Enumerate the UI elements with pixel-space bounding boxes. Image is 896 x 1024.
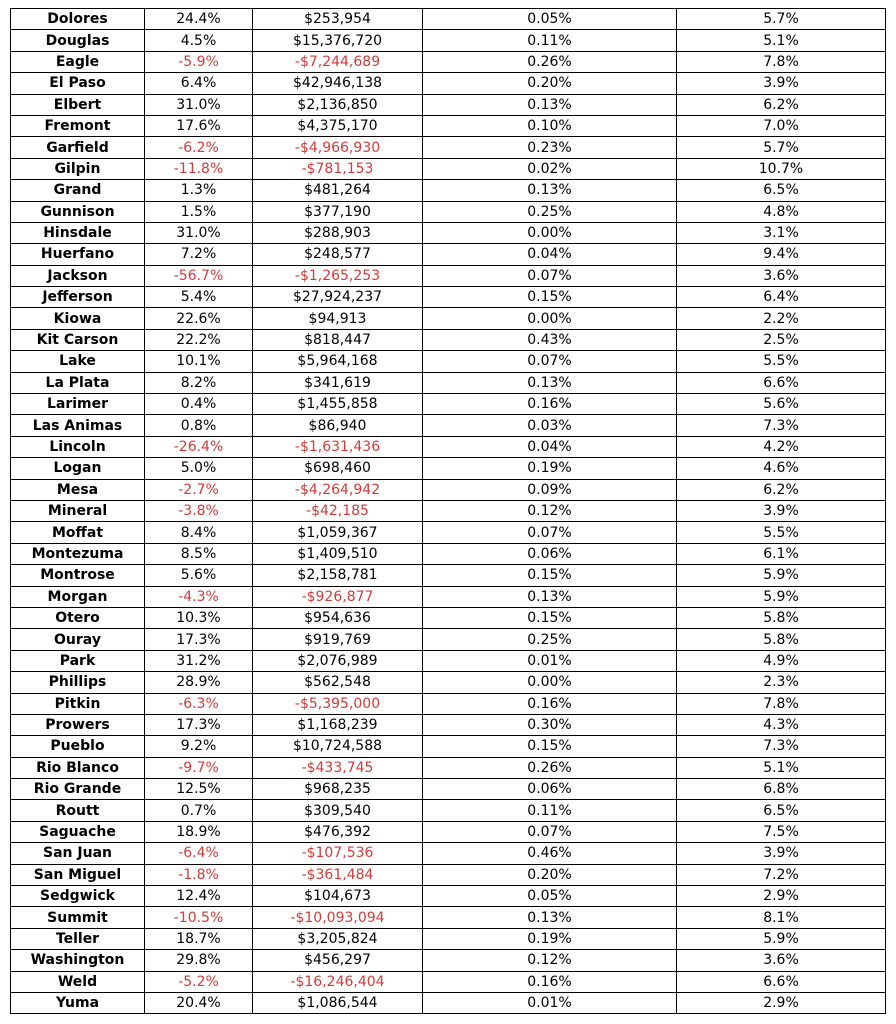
percent-change-cell: -2.7% <box>145 479 253 500</box>
share-percent-cell: 0.11% <box>423 30 677 51</box>
dollar-amount-cell: $15,376,720 <box>253 30 423 51</box>
share-percent-cell: 0.13% <box>423 907 677 928</box>
share-percent-cell: 0.19% <box>423 458 677 479</box>
table-row <box>11 736 886 757</box>
percent-change-cell: 31.2% <box>145 650 253 671</box>
percent-change-cell: 31.0% <box>145 94 253 115</box>
rate-percent-cell: 3.9% <box>677 73 886 94</box>
rate-percent-cell: 5.6% <box>677 394 886 415</box>
table-row <box>11 201 886 222</box>
percent-change-cell: 12.4% <box>145 886 253 907</box>
rate-percent-cell: 6.6% <box>677 372 886 393</box>
share-percent-cell: 0.15% <box>423 565 677 586</box>
percent-change-cell: -5.9% <box>145 51 253 72</box>
dollar-amount-cell: $968,235 <box>253 779 423 800</box>
rate-percent-cell: 7.2% <box>677 864 886 885</box>
rate-percent-cell: 7.8% <box>677 51 886 72</box>
dollar-amount-cell: $818,447 <box>253 329 423 350</box>
dollar-amount-cell: -$4,966,930 <box>253 137 423 158</box>
county-name-cell: Washington <box>11 950 145 971</box>
dollar-amount-cell: -$433,745 <box>253 757 423 778</box>
table-row <box>11 436 886 457</box>
share-percent-cell: 0.02% <box>423 158 677 179</box>
table-row <box>11 779 886 800</box>
percent-change-cell: 4.5% <box>145 30 253 51</box>
dollar-amount-cell: $476,392 <box>253 821 423 842</box>
county-name-cell: Eagle <box>11 51 145 72</box>
dollar-amount-cell: $2,136,850 <box>253 94 423 115</box>
percent-change-cell: 10.3% <box>145 607 253 628</box>
share-percent-cell: 0.01% <box>423 992 677 1013</box>
dollar-amount-cell: $2,158,781 <box>253 565 423 586</box>
table-row <box>11 565 886 586</box>
table-row <box>11 843 886 864</box>
table-row <box>11 9 886 30</box>
share-percent-cell: 0.23% <box>423 137 677 158</box>
rate-percent-cell: 5.1% <box>677 757 886 778</box>
table-row <box>11 693 886 714</box>
share-percent-cell: 0.26% <box>423 757 677 778</box>
dollar-amount-cell: -$10,093,094 <box>253 907 423 928</box>
percent-change-cell: 9.2% <box>145 736 253 757</box>
share-percent-cell: 0.06% <box>423 543 677 564</box>
county-name-cell: Jefferson <box>11 287 145 308</box>
share-percent-cell: 0.04% <box>423 436 677 457</box>
rate-percent-cell: 5.5% <box>677 522 886 543</box>
share-percent-cell: 0.00% <box>423 308 677 329</box>
county-name-cell: La Plata <box>11 372 145 393</box>
dollar-amount-cell: $94,913 <box>253 308 423 329</box>
rate-percent-cell: 7.3% <box>677 736 886 757</box>
share-percent-cell: 0.07% <box>423 522 677 543</box>
rate-percent-cell: 7.5% <box>677 821 886 842</box>
dollar-amount-cell: $1,086,544 <box>253 992 423 1013</box>
dollar-amount-cell: $1,168,239 <box>253 714 423 735</box>
share-percent-cell: 0.13% <box>423 94 677 115</box>
county-name-cell: Grand <box>11 180 145 201</box>
table-row <box>11 607 886 628</box>
share-percent-cell: 0.06% <box>423 779 677 800</box>
county-name-cell: Garfield <box>11 137 145 158</box>
table-row <box>11 73 886 94</box>
dollar-amount-cell: -$7,244,689 <box>253 51 423 72</box>
county-name-cell: Douglas <box>11 30 145 51</box>
county-name-cell: Mineral <box>11 500 145 521</box>
county-name-cell: Montezuma <box>11 543 145 564</box>
table-row <box>11 351 886 372</box>
percent-change-cell: 12.5% <box>145 779 253 800</box>
percent-change-cell: -4.3% <box>145 586 253 607</box>
rate-percent-cell: 2.9% <box>677 992 886 1013</box>
share-percent-cell: 0.43% <box>423 329 677 350</box>
dollar-amount-cell: $10,724,588 <box>253 736 423 757</box>
county-name-cell: Mesa <box>11 479 145 500</box>
county-name-cell: Lake <box>11 351 145 372</box>
rate-percent-cell: 2.5% <box>677 329 886 350</box>
percent-change-cell: 0.4% <box>145 394 253 415</box>
percent-change-cell: 1.3% <box>145 180 253 201</box>
percent-change-cell: -6.2% <box>145 137 253 158</box>
percent-change-cell: 18.9% <box>145 821 253 842</box>
table-row <box>11 672 886 693</box>
percent-change-cell: 8.4% <box>145 522 253 543</box>
table-row <box>11 821 886 842</box>
share-percent-cell: 0.30% <box>423 714 677 735</box>
county-name-cell: Moffat <box>11 522 145 543</box>
rate-percent-cell: 2.9% <box>677 886 886 907</box>
percent-change-cell: 8.2% <box>145 372 253 393</box>
county-name-cell: Larimer <box>11 394 145 415</box>
share-percent-cell: 0.12% <box>423 950 677 971</box>
share-percent-cell: 0.16% <box>423 971 677 992</box>
share-percent-cell: 0.09% <box>423 479 677 500</box>
table-row <box>11 800 886 821</box>
percent-change-cell: -6.3% <box>145 693 253 714</box>
county-name-cell: Yuma <box>11 992 145 1013</box>
percent-change-cell: 6.4% <box>145 73 253 94</box>
share-percent-cell: 0.16% <box>423 394 677 415</box>
dollar-amount-cell: $288,903 <box>253 222 423 243</box>
dollar-amount-cell: $1,455,858 <box>253 394 423 415</box>
rate-percent-cell: 5.8% <box>677 629 886 650</box>
percent-change-cell: 1.5% <box>145 201 253 222</box>
county-name-cell: Weld <box>11 971 145 992</box>
dollar-amount-cell: $5,964,168 <box>253 351 423 372</box>
percent-change-cell: 8.5% <box>145 543 253 564</box>
percent-change-cell: -26.4% <box>145 436 253 457</box>
county-name-cell: Pueblo <box>11 736 145 757</box>
percent-change-cell: 20.4% <box>145 992 253 1013</box>
county-name-cell: Kiowa <box>11 308 145 329</box>
percent-change-cell: -6.4% <box>145 843 253 864</box>
county-name-cell: Dolores <box>11 9 145 30</box>
rate-percent-cell: 6.2% <box>677 94 886 115</box>
table-row <box>11 265 886 286</box>
dollar-amount-cell: $248,577 <box>253 244 423 265</box>
county-name-cell: San Miguel <box>11 864 145 885</box>
dollar-amount-cell: -$107,536 <box>253 843 423 864</box>
percent-change-cell: 18.7% <box>145 928 253 949</box>
share-percent-cell: 0.07% <box>423 265 677 286</box>
rate-percent-cell: 3.6% <box>677 265 886 286</box>
table-row <box>11 522 886 543</box>
share-percent-cell: 0.25% <box>423 629 677 650</box>
rate-percent-cell: 4.6% <box>677 458 886 479</box>
share-percent-cell: 0.15% <box>423 607 677 628</box>
dollar-amount-cell: $42,946,138 <box>253 73 423 94</box>
county-name-cell: Las Animas <box>11 415 145 436</box>
share-percent-cell: 0.12% <box>423 500 677 521</box>
percent-change-cell: 31.0% <box>145 222 253 243</box>
county-name-cell: Otero <box>11 607 145 628</box>
percent-change-cell: 7.2% <box>145 244 253 265</box>
share-percent-cell: 0.04% <box>423 244 677 265</box>
dollar-amount-cell: -$4,264,942 <box>253 479 423 500</box>
table-row <box>11 30 886 51</box>
rate-percent-cell: 5.9% <box>677 586 886 607</box>
percent-change-cell: 29.8% <box>145 950 253 971</box>
county-name-cell: Routt <box>11 800 145 821</box>
table-row <box>11 907 886 928</box>
share-percent-cell: 0.13% <box>423 180 677 201</box>
table-row <box>11 94 886 115</box>
percent-change-cell: 22.2% <box>145 329 253 350</box>
rate-percent-cell: 6.5% <box>677 180 886 201</box>
dollar-amount-cell: -$781,153 <box>253 158 423 179</box>
county-name-cell: Elbert <box>11 94 145 115</box>
dollar-amount-cell: -$5,395,000 <box>253 693 423 714</box>
table-row <box>11 650 886 671</box>
rate-percent-cell: 7.8% <box>677 693 886 714</box>
county-name-cell: San Juan <box>11 843 145 864</box>
dollar-amount-cell: $1,409,510 <box>253 543 423 564</box>
county-name-cell: Gilpin <box>11 158 145 179</box>
county-name-cell: Jackson <box>11 265 145 286</box>
dollar-amount-cell: $377,190 <box>253 201 423 222</box>
county-name-cell: Phillips <box>11 672 145 693</box>
percent-change-cell: 17.6% <box>145 115 253 136</box>
share-percent-cell: 0.03% <box>423 415 677 436</box>
share-percent-cell: 0.25% <box>423 201 677 222</box>
rate-percent-cell: 5.5% <box>677 351 886 372</box>
table-row <box>11 586 886 607</box>
percent-change-cell: -1.8% <box>145 864 253 885</box>
percent-change-cell: 24.4% <box>145 9 253 30</box>
dollar-amount-cell: $104,673 <box>253 886 423 907</box>
table-row <box>11 372 886 393</box>
dollar-amount-cell: $562,548 <box>253 672 423 693</box>
percent-change-cell: 22.6% <box>145 308 253 329</box>
dollar-amount-cell: $4,375,170 <box>253 115 423 136</box>
share-percent-cell: 0.11% <box>423 800 677 821</box>
dollar-amount-cell: $86,940 <box>253 415 423 436</box>
county-name-cell: Lincoln <box>11 436 145 457</box>
rate-percent-cell: 6.2% <box>677 479 886 500</box>
dollar-amount-cell: -$926,877 <box>253 586 423 607</box>
share-percent-cell: 0.15% <box>423 736 677 757</box>
dollar-amount-cell: -$42,185 <box>253 500 423 521</box>
rate-percent-cell: 9.4% <box>677 244 886 265</box>
county-name-cell: Hinsdale <box>11 222 145 243</box>
share-percent-cell: 0.01% <box>423 650 677 671</box>
percent-change-cell: 5.4% <box>145 287 253 308</box>
rate-percent-cell: 5.9% <box>677 928 886 949</box>
dollar-amount-cell: $341,619 <box>253 372 423 393</box>
county-name-cell: Fremont <box>11 115 145 136</box>
table-row <box>11 992 886 1013</box>
rate-percent-cell: 3.6% <box>677 950 886 971</box>
rate-percent-cell: 6.1% <box>677 543 886 564</box>
table-row <box>11 971 886 992</box>
dollar-amount-cell: $954,636 <box>253 607 423 628</box>
percent-change-cell: -5.2% <box>145 971 253 992</box>
table-row <box>11 950 886 971</box>
county-name-cell: Logan <box>11 458 145 479</box>
dollar-amount-cell: -$1,265,253 <box>253 265 423 286</box>
county-name-cell: Sedgwick <box>11 886 145 907</box>
rate-percent-cell: 7.0% <box>677 115 886 136</box>
dollar-amount-cell: $481,264 <box>253 180 423 201</box>
share-percent-cell: 0.15% <box>423 287 677 308</box>
table-row <box>11 479 886 500</box>
dollar-amount-cell: $2,076,989 <box>253 650 423 671</box>
share-percent-cell: 0.16% <box>423 693 677 714</box>
dollar-amount-cell: $919,769 <box>253 629 423 650</box>
county-name-cell: Montrose <box>11 565 145 586</box>
county-name-cell: Gunnison <box>11 201 145 222</box>
rate-percent-cell: 8.1% <box>677 907 886 928</box>
table-row <box>11 115 886 136</box>
rate-percent-cell: 5.9% <box>677 565 886 586</box>
rate-percent-cell: 6.8% <box>677 779 886 800</box>
dollar-amount-cell: $1,059,367 <box>253 522 423 543</box>
county-name-cell: Prowers <box>11 714 145 735</box>
percent-change-cell: 10.1% <box>145 351 253 372</box>
rate-percent-cell: 5.7% <box>677 9 886 30</box>
dollar-amount-cell: -$361,484 <box>253 864 423 885</box>
share-percent-cell: 0.07% <box>423 351 677 372</box>
dollar-amount-cell: -$16,246,404 <box>253 971 423 992</box>
county-name-cell: Saguache <box>11 821 145 842</box>
table-row <box>11 158 886 179</box>
county-data-table <box>10 8 886 1014</box>
rate-percent-cell: 7.3% <box>677 415 886 436</box>
dollar-amount-cell: $456,297 <box>253 950 423 971</box>
rate-percent-cell: 2.3% <box>677 672 886 693</box>
percent-change-cell: 0.8% <box>145 415 253 436</box>
rate-percent-cell: 3.1% <box>677 222 886 243</box>
rate-percent-cell: 5.1% <box>677 30 886 51</box>
dollar-amount-cell: $698,460 <box>253 458 423 479</box>
county-name-cell: Teller <box>11 928 145 949</box>
county-name-cell: Kit Carson <box>11 329 145 350</box>
share-percent-cell: 0.46% <box>423 843 677 864</box>
percent-change-cell: -9.7% <box>145 757 253 778</box>
percent-change-cell: 0.7% <box>145 800 253 821</box>
percent-change-cell: -11.8% <box>145 158 253 179</box>
county-name-cell: Rio Blanco <box>11 757 145 778</box>
rate-percent-cell: 5.8% <box>677 607 886 628</box>
table-row <box>11 180 886 201</box>
table-row <box>11 308 886 329</box>
dollar-amount-cell: $27,924,237 <box>253 287 423 308</box>
table-row <box>11 629 886 650</box>
share-percent-cell: 0.26% <box>423 51 677 72</box>
table-row <box>11 415 886 436</box>
share-percent-cell: 0.13% <box>423 586 677 607</box>
percent-change-cell: 28.9% <box>145 672 253 693</box>
share-percent-cell: 0.07% <box>423 821 677 842</box>
rate-percent-cell: 2.2% <box>677 308 886 329</box>
percent-change-cell: -56.7% <box>145 265 253 286</box>
percent-change-cell: 5.6% <box>145 565 253 586</box>
table-row <box>11 222 886 243</box>
table-row <box>11 864 886 885</box>
table-row <box>11 757 886 778</box>
rate-percent-cell: 5.7% <box>677 137 886 158</box>
table-row <box>11 458 886 479</box>
dollar-amount-cell: $253,954 <box>253 9 423 30</box>
table-row <box>11 714 886 735</box>
table-row <box>11 394 886 415</box>
percent-change-cell: -10.5% <box>145 907 253 928</box>
share-percent-cell: 0.00% <box>423 222 677 243</box>
table-row <box>11 543 886 564</box>
county-name-cell: Ouray <box>11 629 145 650</box>
rate-percent-cell: 4.2% <box>677 436 886 457</box>
rate-percent-cell: 4.9% <box>677 650 886 671</box>
share-percent-cell: 0.20% <box>423 73 677 94</box>
rate-percent-cell: 4.8% <box>677 201 886 222</box>
rate-percent-cell: 4.3% <box>677 714 886 735</box>
table-row <box>11 51 886 72</box>
table-row <box>11 329 886 350</box>
county-name-cell: Pitkin <box>11 693 145 714</box>
county-name-cell: Park <box>11 650 145 671</box>
county-name-cell: Rio Grande <box>11 779 145 800</box>
share-percent-cell: 0.13% <box>423 372 677 393</box>
table-row <box>11 886 886 907</box>
rate-percent-cell: 6.6% <box>677 971 886 992</box>
table-row <box>11 287 886 308</box>
table-row <box>11 244 886 265</box>
share-percent-cell: 0.00% <box>423 672 677 693</box>
share-percent-cell: 0.19% <box>423 928 677 949</box>
share-percent-cell: 0.10% <box>423 115 677 136</box>
rate-percent-cell: 10.7% <box>677 158 886 179</box>
percent-change-cell: 17.3% <box>145 629 253 650</box>
table-body <box>11 9 886 1014</box>
county-name-cell: Morgan <box>11 586 145 607</box>
percent-change-cell: -3.8% <box>145 500 253 521</box>
share-percent-cell: 0.05% <box>423 886 677 907</box>
table-row <box>11 928 886 949</box>
dollar-amount-cell: $309,540 <box>253 800 423 821</box>
percent-change-cell: 5.0% <box>145 458 253 479</box>
rate-percent-cell: 3.9% <box>677 500 886 521</box>
dollar-amount-cell: -$1,631,436 <box>253 436 423 457</box>
percent-change-cell: 17.3% <box>145 714 253 735</box>
rate-percent-cell: 6.5% <box>677 800 886 821</box>
rate-percent-cell: 6.4% <box>677 287 886 308</box>
county-name-cell: Huerfano <box>11 244 145 265</box>
share-percent-cell: 0.05% <box>423 9 677 30</box>
dollar-amount-cell: $3,205,824 <box>253 928 423 949</box>
table-row <box>11 500 886 521</box>
county-name-cell: Summit <box>11 907 145 928</box>
table-row <box>11 137 886 158</box>
share-percent-cell: 0.20% <box>423 864 677 885</box>
county-name-cell: El Paso <box>11 73 145 94</box>
rate-percent-cell: 3.9% <box>677 843 886 864</box>
